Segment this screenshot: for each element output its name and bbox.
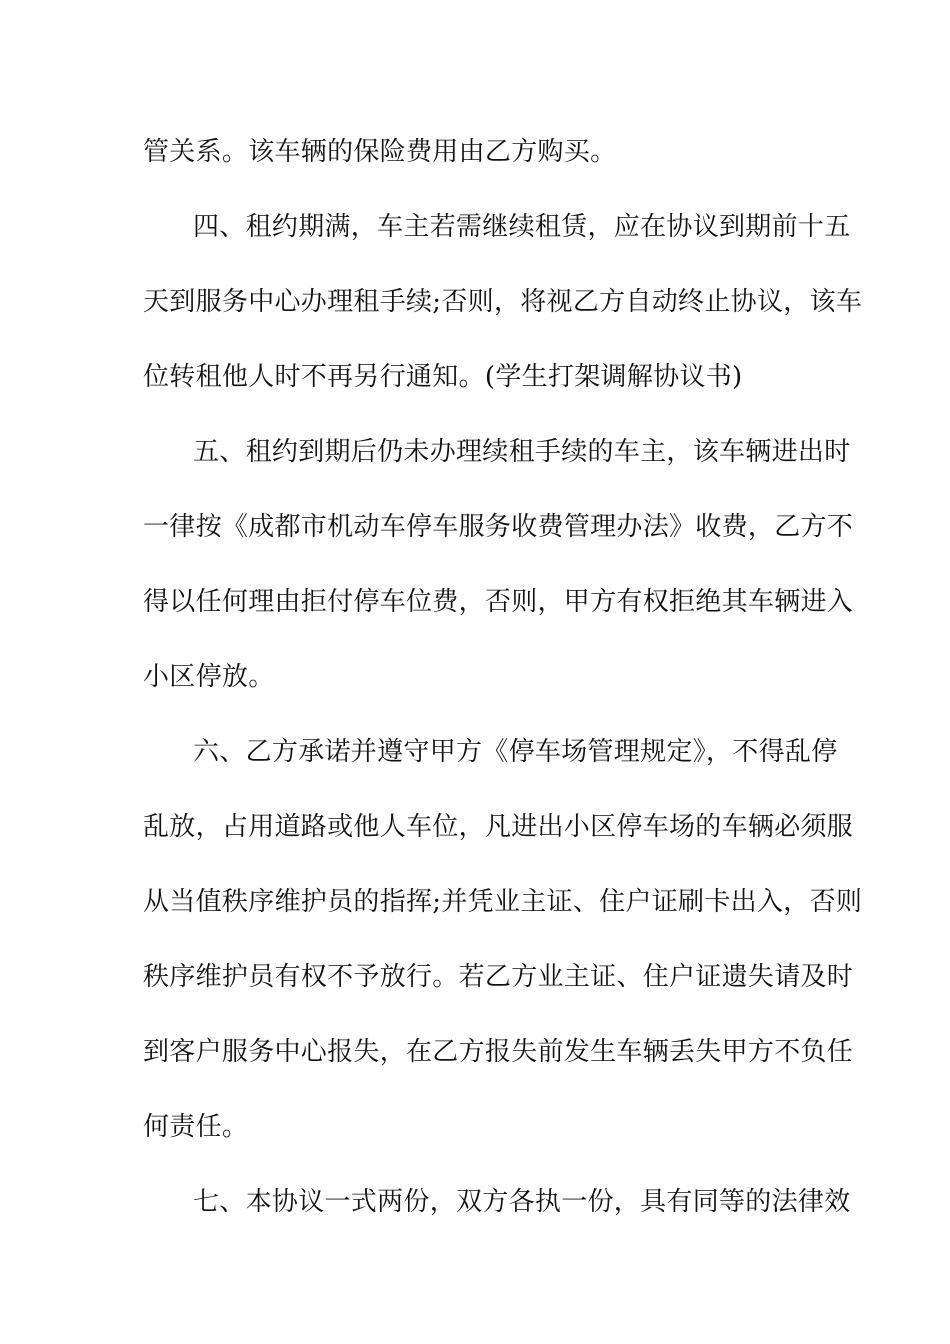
clause-5-line: 五、租约到期后仍未办理续租手续的车主，该车辆进出时	[193, 437, 851, 467]
text-line: 秩序维护员有权不予放行。若乙方业主证、住户证遗失请及时	[143, 962, 854, 992]
text-line: 从当值秩序维护员的指挥;并凭业主证、住户证刷卡出入，否则	[143, 887, 863, 917]
document-body	[143, 128, 863, 1253]
text-line: 得以任何理由拒付停车位费，否则，甲方有权拒绝其车辆进入	[143, 587, 854, 617]
text-line: 小区停放。	[143, 662, 275, 692]
text-line: 乱放，占用道路或他人车位，凡进出小区停车场的车辆必须服	[143, 812, 854, 842]
clause-6-line: 六、乙方承诺并遵守甲方《停车场管理规定》，不得乱停	[193, 737, 838, 767]
text-line: 天到服务中心办理租手续;否则，将视乙方自动终止协议，该车	[143, 287, 863, 317]
text-line: 何责任。	[143, 1112, 249, 1142]
text-line: 到客户服务中心报失，在乙方报失前发生车辆丢失甲方不负任	[143, 1037, 854, 1067]
text-line: 位转租他人时不再另行通知。(学生打架调解协议书)	[143, 362, 743, 392]
text-line: 管关系。该车辆的保险费用由乙方购买。	[143, 137, 617, 167]
clause-7-line: 七、本协议一式两份，双方各执一份，具有同等的法律效	[193, 1187, 851, 1217]
clause-4-line: 四、租约期满，车主若需继续租赁，应在协议到期前十五	[193, 212, 851, 242]
text-line: 一律按《成都市机动车停车服务收费管理办法》收费，乙方不	[143, 512, 854, 542]
